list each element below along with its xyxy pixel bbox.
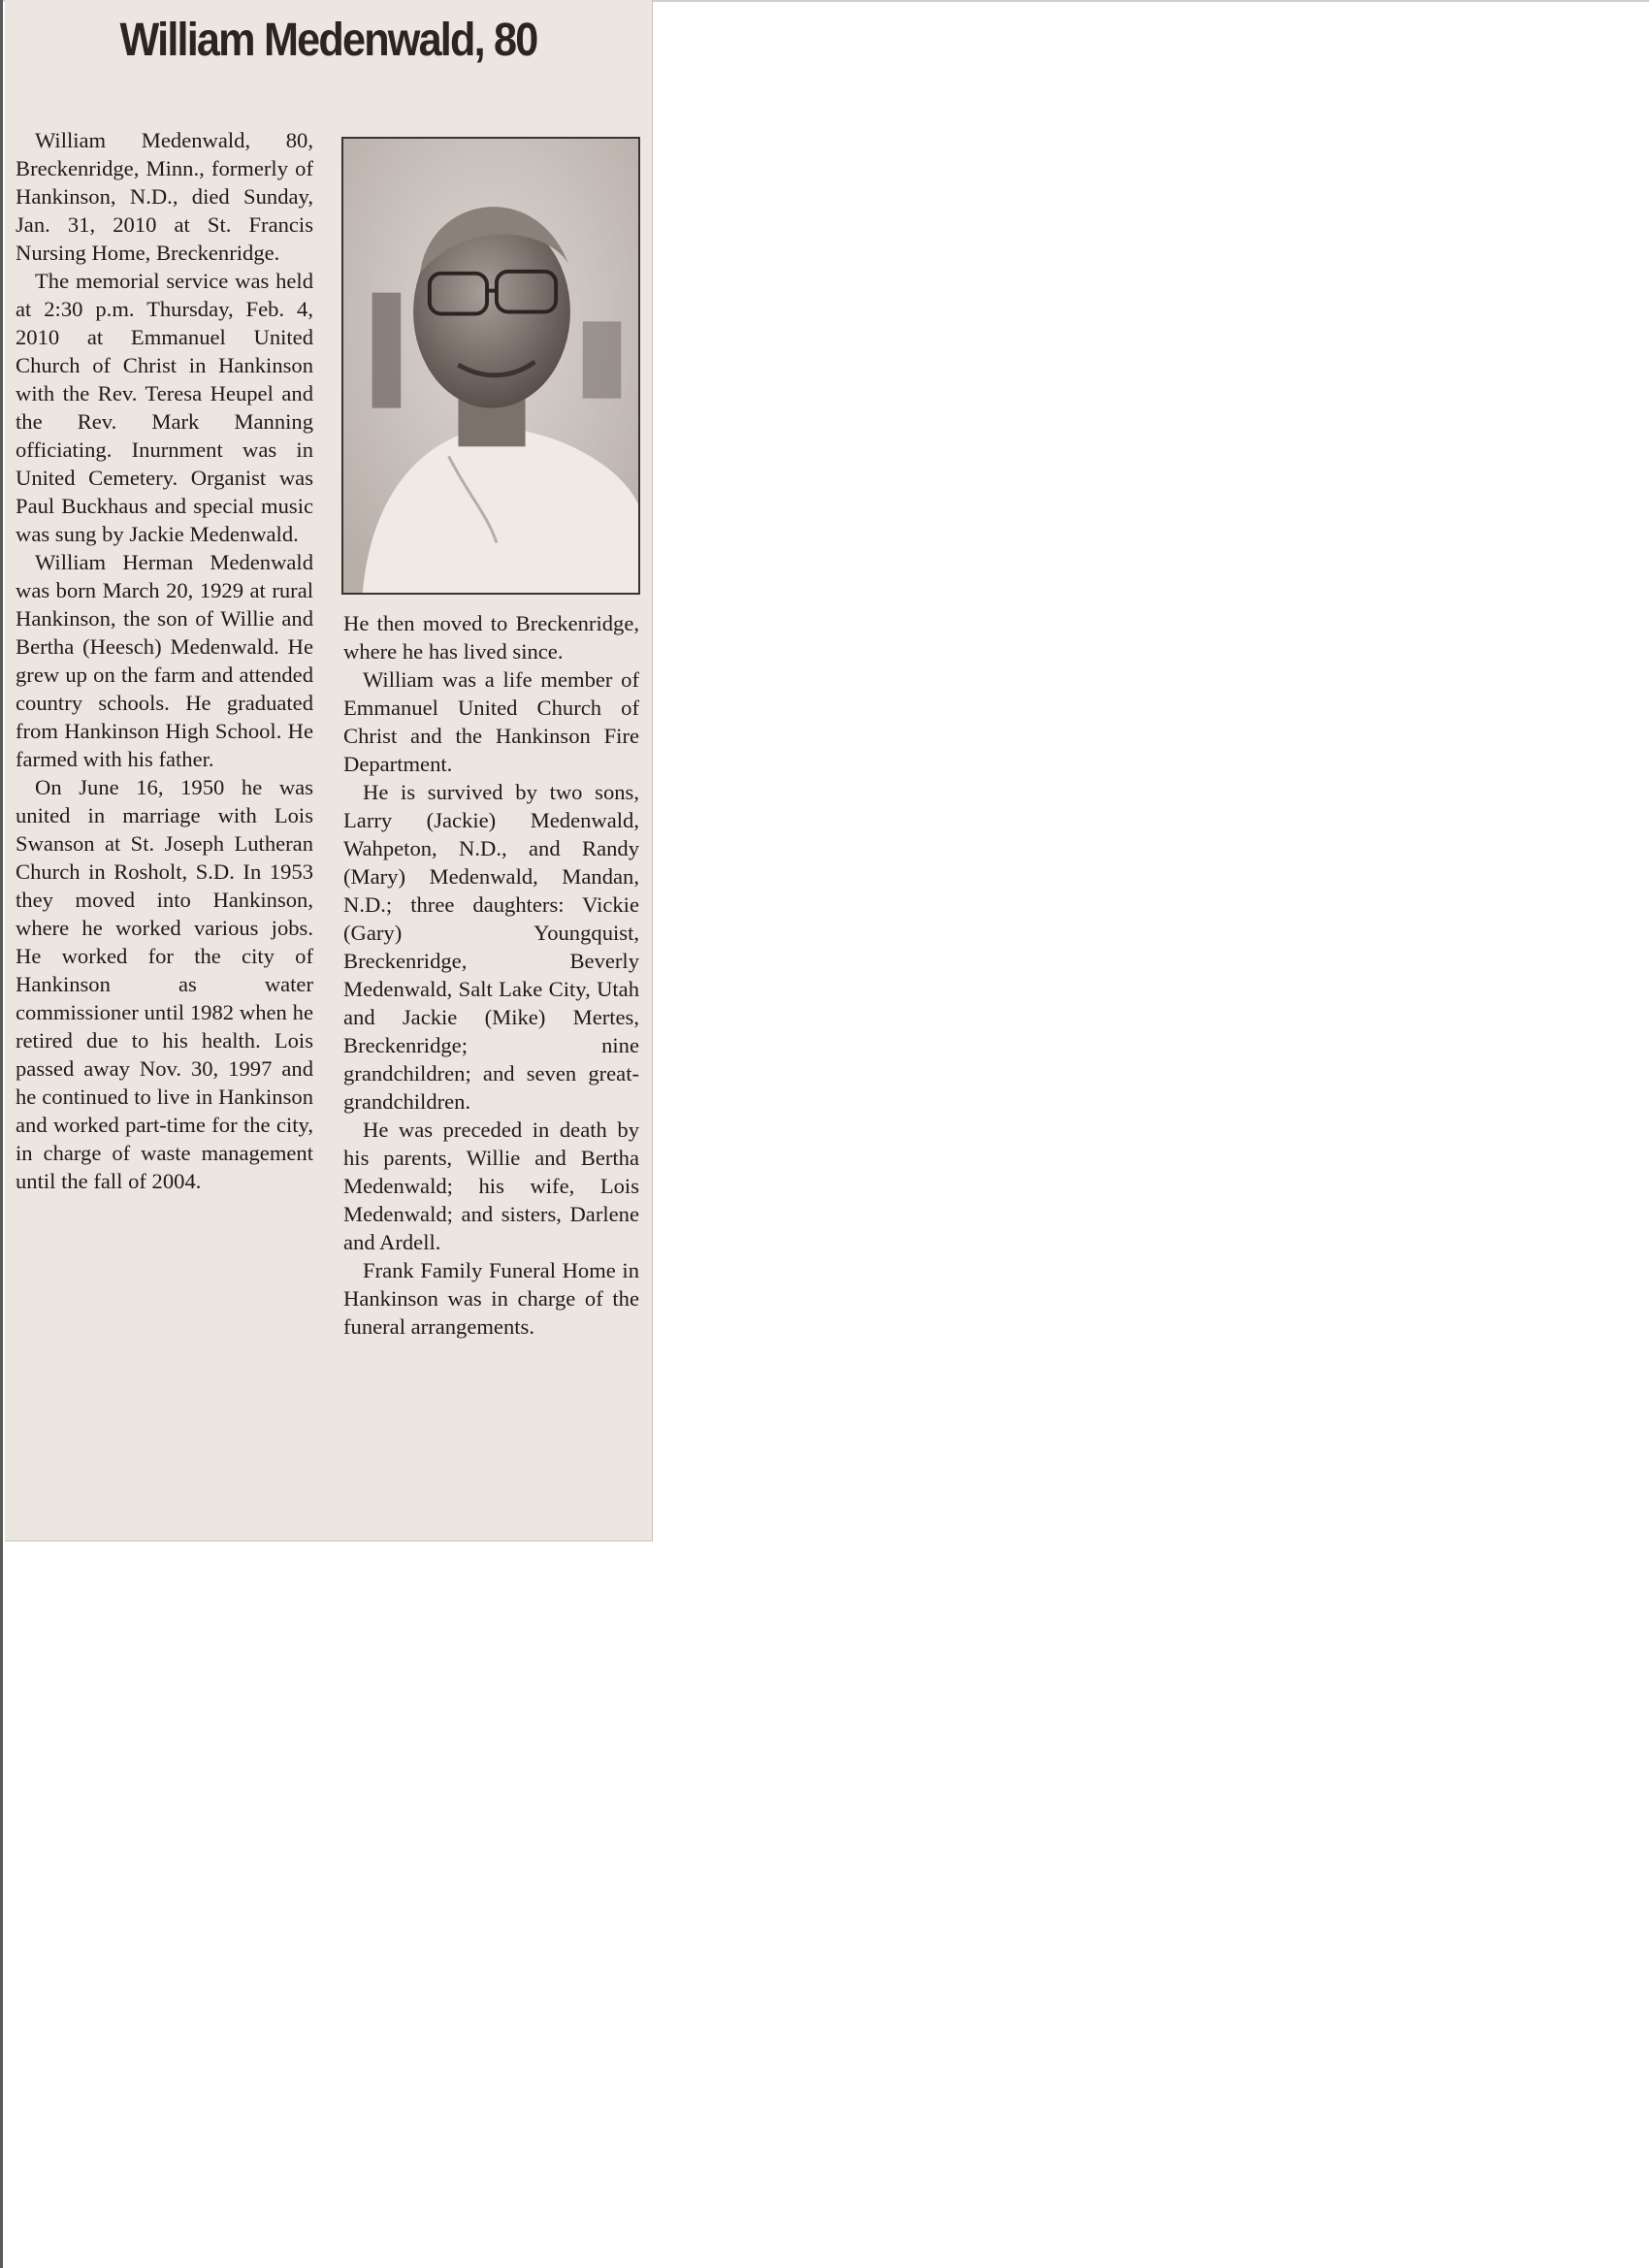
newspaper-clipping: [5, 0, 653, 1541]
portrait-photo: [341, 137, 640, 595]
paragraph-funeral-home: Frank Family Funeral Home in Hankinson was in charge of the funeral arrangements.: [343, 1258, 639, 1339]
paragraph-early-life: William Herman Medenwald was born March 20, 1929 at rural Hankinson, the son of Willie and Bertha (Heesch) Medenwald. He grew up on the farm and attended country schools. He graduated from Hankinson High School. He farmed with his father.: [16, 550, 313, 771]
paragraph-survivors: He is survived by two sons, Larry (Jackie) Medenwald, Wahpeton, N.D., and Randy (Mary) Medenwald, Mandan, N.D.; three daughters: Vickie (Gary) Youngquist, Breckenridge, Beverly Medenwald, Salt Lake City, Utah and Jackie (Mike) Mertes, Breckenridge; nine grandchildren; and seven great-grandchildren.: [343, 780, 639, 1114]
paragraph-death-notice: William Medenwald, 80, Breckenridge, Minn., formerly of Hankinson, N.D., died Sunday, Jan. 31, 2010 at St. Francis Nursing Home, Breckenridge.: [16, 128, 313, 265]
paragraph-preceded-in-death: He was preceded in death by his parents, Willie and Bertha Medenwald; his wife, Lois Medenwald; and sisters, Darlene and Ardell.: [343, 1118, 639, 1254]
paragraph-memorial-service: The memorial service was held at 2:30 p.m. Thursday, Feb. 4, 2010 at Emmanuel United Church of Christ in Hankinson with the Rev. Teresa Heupel and the Rev. Mark Manning officiating. Inurnment was in United Cemetery. Organist was Paul Buckhaus and special music was sung by Jackie Medenwald.: [16, 269, 313, 546]
left-column: [16, 126, 313, 1195]
paragraph-later-life: He then moved to Breckenridge, where he has lived since.: [343, 611, 639, 664]
obituary-title: William Medenwald, 80: [119, 15, 537, 66]
right-column: [343, 609, 639, 1341]
portrait-image: [343, 139, 638, 593]
paragraph-memberships: William was a life member of Emmanuel United Church of Christ and the Hankinson Fire Department.: [343, 667, 639, 776]
paragraph-marriage-career: On June 16, 1950 he was united in marriage with Lois Swanson at St. Joseph Lutheran Church in Rosholt, S.D. In 1953 they moved into Hankinson, where he worked various jobs. He worked for the city of Hankinson as water commissioner until 1982 when he retired due to his health. Lois passed away Nov. 30, 1997 and he continued to live in Hankinson and worked part-time for the city, in charge of waste management until the fall of 2004.: [16, 775, 313, 1193]
scan-edge-left: [0, 0, 3, 2268]
